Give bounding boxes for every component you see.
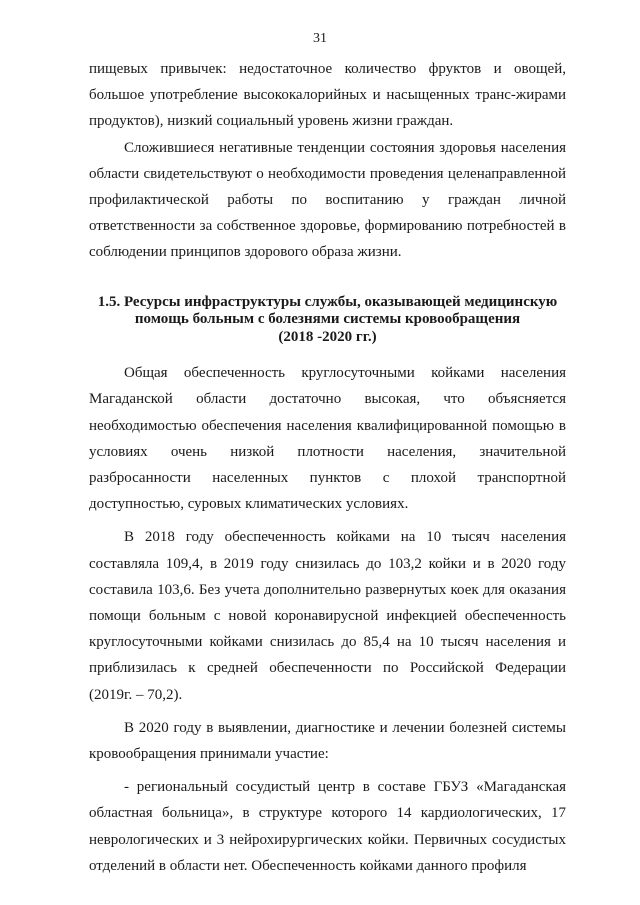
section-heading-line-3: (2018 -2020 гг.) — [278, 328, 377, 345]
paragraph-negative-trends: Сложившиеся негативные тенденции состояния здоровья населения области свидетельствуют о необходимости проведения целенаправленной профилактической работы по воспитанию у граждан личной ответственности за собственное здоровье, формированию потребностей в соблюдении принципов здорового образа жизни. — [89, 139, 566, 261]
paragraph-vascular-center: - региональный сосудистый центр в составе ГБУЗ «Магаданская областная больница», в структуре которого 14 кардиологических, 17 неврологических и 3 нейрохирургических койки. Первичных сосудистых отделений в области нет. Обеспеченность койками данного профиля — [89, 779, 566, 874]
paragraph-bed-provision: Общая обеспеченность круглосуточными койками населения Магаданской области достаточно высокая, что объясняется необходимостью обеспечения населения квалифицированной помощью в условиях очень низкой плотности населения, значительной разбросанности населенных пунктов с плохой транспортной доступностью, суровых климатических условиях. — [89, 365, 566, 513]
page-number: 31 — [313, 31, 327, 46]
paragraph-bed-statistics: В 2018 году обеспеченность койками на 10 тысяч населения составляла 109,4, в 2019 году снизилась до 103,2 койки и в 2020 году составила 103,6. Без учета дополнительно развернутых коек для оказания помощи больным с новой коронавирусной инфекцией обеспеченность круглосуточными койками снизилась до 85,4 на 10 тысяч населения и приблизилась к средней обеспеченности по Российской Федерации (2019г. – 70,2). — [89, 529, 566, 703]
paragraph-continuation: пищевых привычек: недостаточное количество фруктов и овощей, большое употребление высококалорийных и насыщенных транс-жирами продуктов), низкий социальный уровень жизни граждан. — [89, 61, 566, 130]
page-content — [89, 56, 566, 879]
section-heading-line-2: помощь больным с болезнями системы кровообращения — [134, 311, 521, 328]
section-heading — [89, 294, 566, 347]
section-heading-line-1: 1.5. Ресурсы инфраструктуры службы, оказывающей медицинскую — [97, 293, 558, 310]
paragraph-participants-intro: В 2020 году в выявлении, диагностике и лечении болезней системы кровообращения принимали участие: — [89, 719, 566, 762]
